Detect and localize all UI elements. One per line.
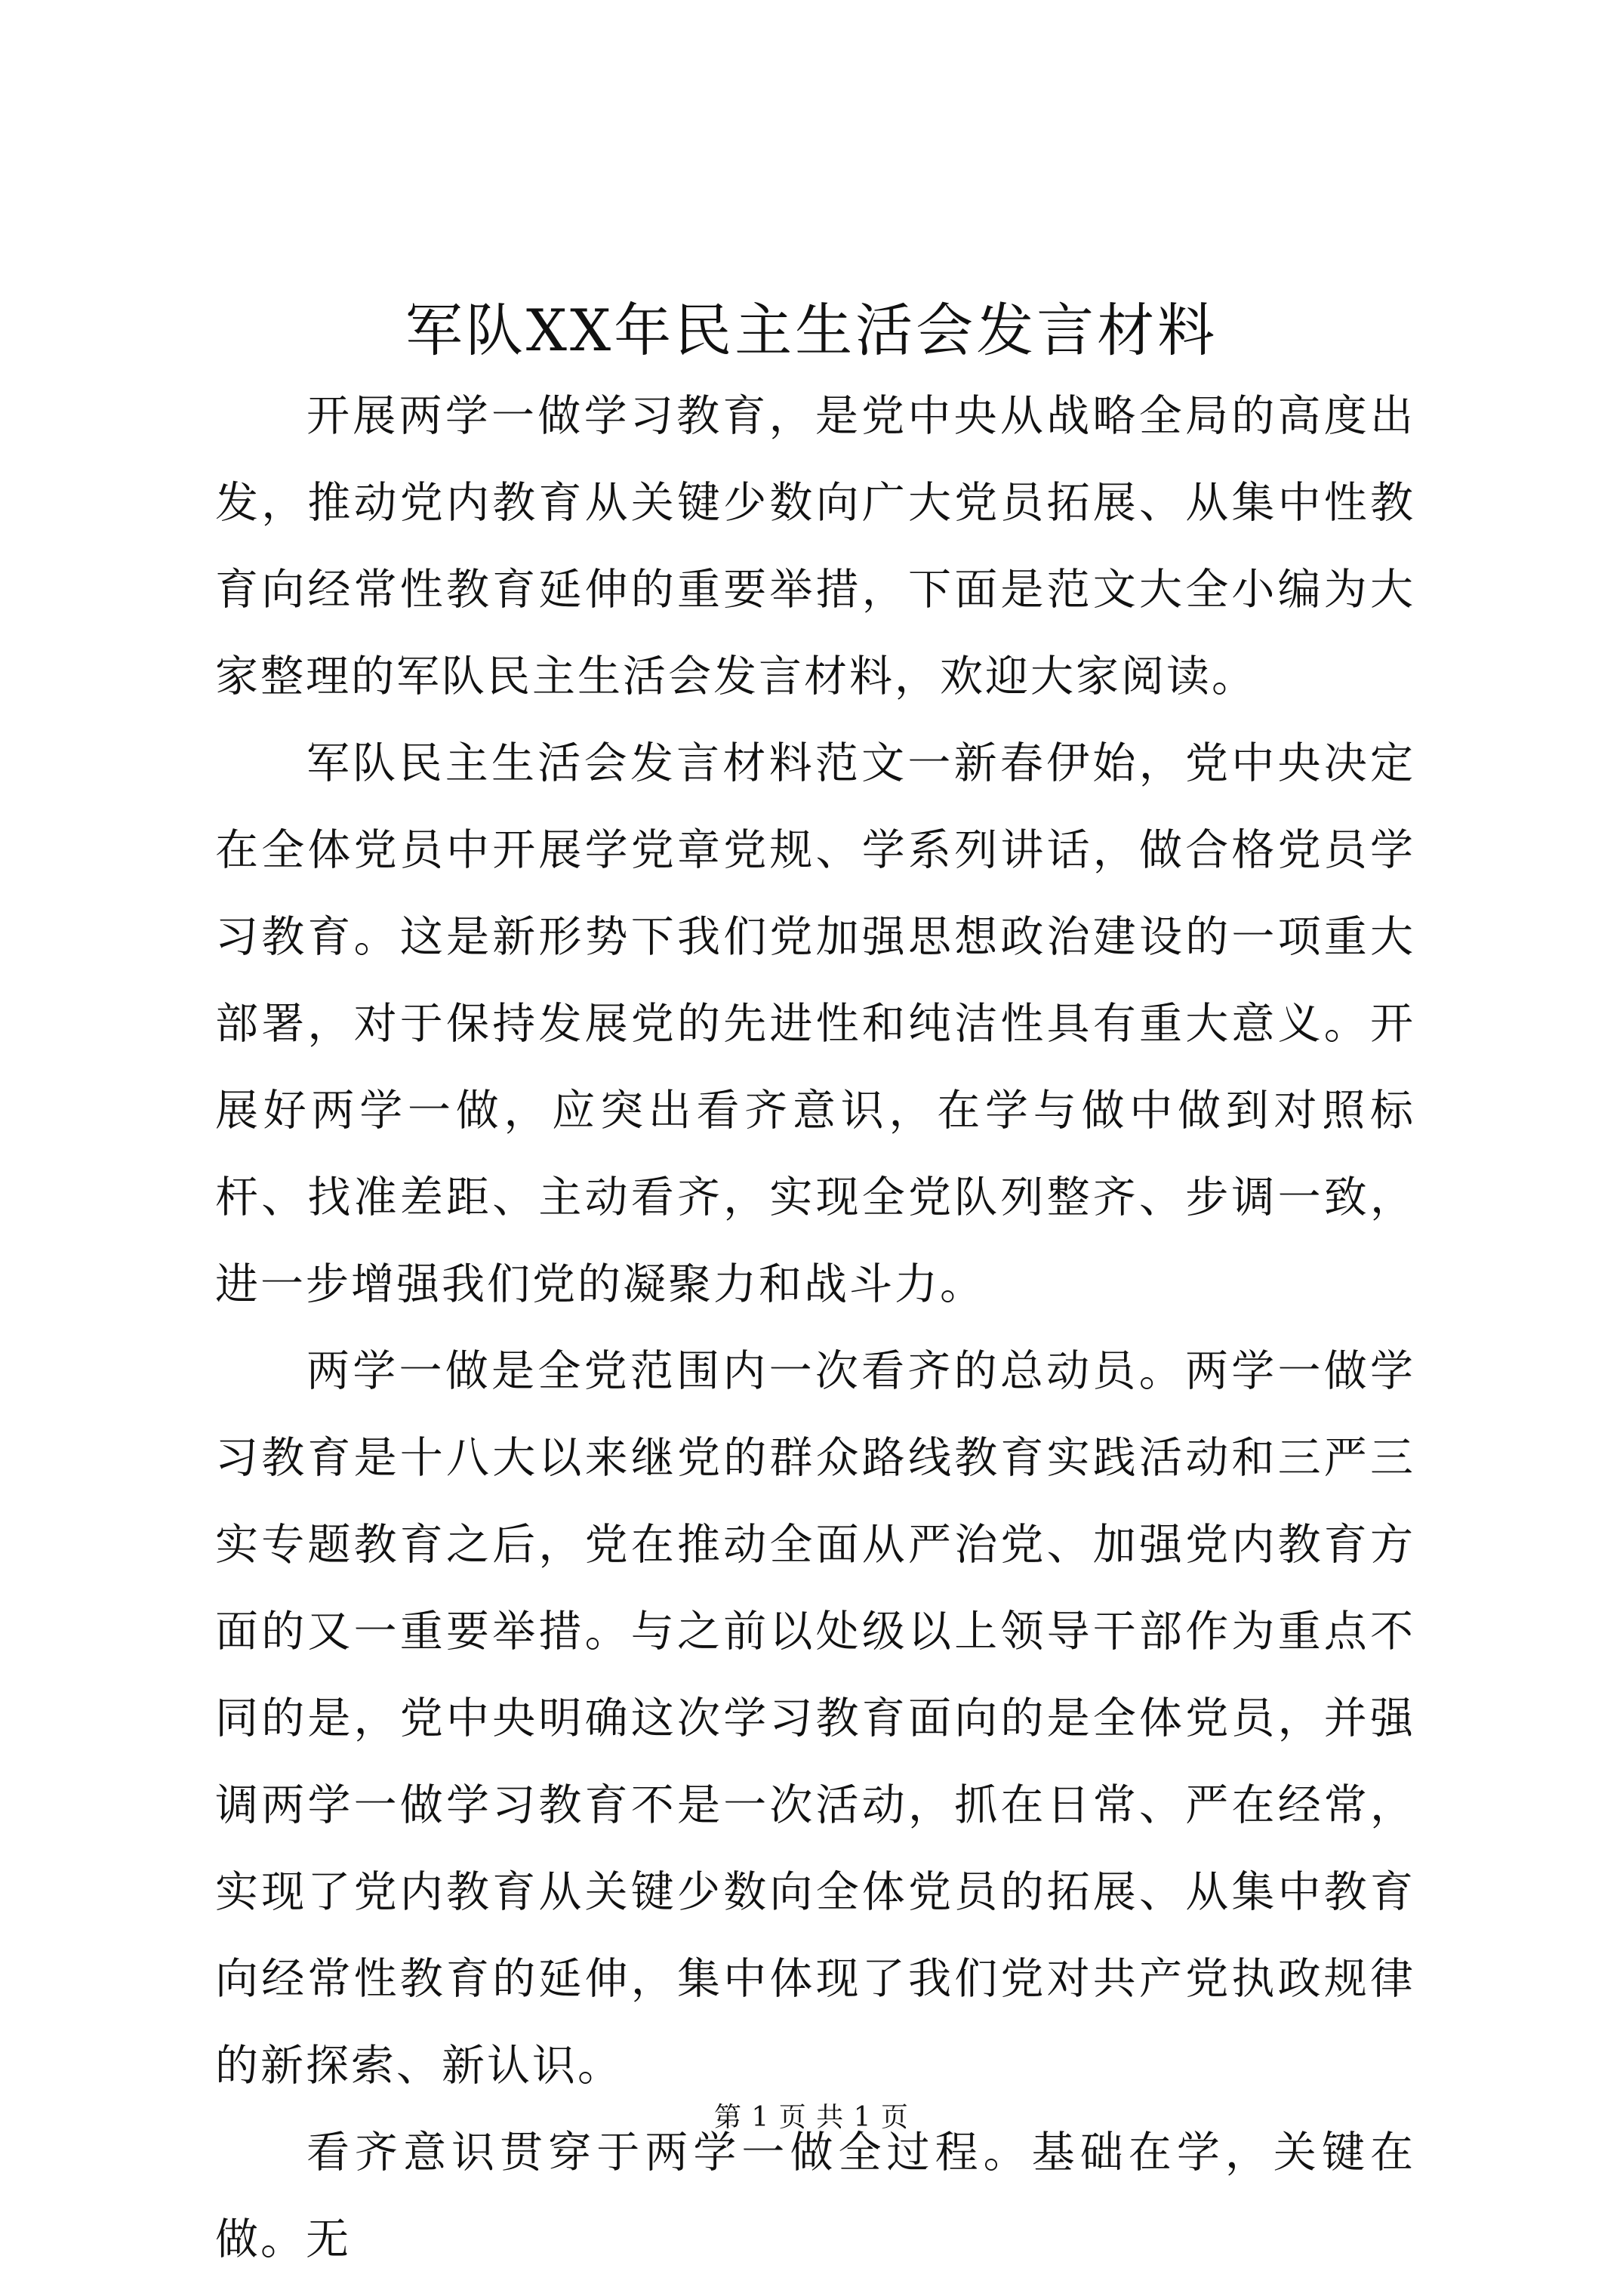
paragraph-1: 开展两学一做学习教育，是党中央从战略全局的高度出发，推动党内教育从关键少数向广大党员拓展、从集中性教育向经常性教育延伸的重要举措，下面是范文大全小编为大家整理的军队民主生活会发言材料，欢迎大家阅读。 [215, 391, 1415, 701]
document-body [215, 373, 1415, 2283]
paragraph-2: 军队民主生活会发言材料范文一新春伊始，党中央决定在全体党员中开展学党章党规、学系列讲话，做合格党员学习教育。这是新形势下我们党加强思想政治建设的一项重大部署，对于保持发展党的先进性和纯洁性具有重大意义。开展好两学一做，应突出看齐意识，在学与做中做到对照标杆、找准差距、主动看齐，实现全党队列整齐、步调一致，进一步增强我们党的凝聚力和战斗力。 [215, 738, 1415, 1309]
document-title: 军队XX年民主生活会发言材料 [405, 297, 1218, 364]
page-footer: 第 1 页 共 1 页 [713, 2102, 910, 2133]
paragraph-3: 两学一做是全党范围内一次看齐的总动员。两学一做学习教育是十八大以来继党的群众路线教育实践活动和三严三实专题教育之后，党在推动全面从严治党、加强党内教育方面的又一重要举措。与之前以处级以上领导干部作为重点不同的是，党中央明确这次学习教育面向的是全体党员，并强调两学一做学习教育不是一次活动，抓在日常、严在经常，实现了党内教育从关键少数向全体党员的拓展、从集中教育向经常性教育的延伸，集中体现了我们党对共产党执政规律的新探索、新认识。 [215, 1346, 1415, 2091]
paragraph-4: 看齐意识贯穿于两学一做全过程。基础在学，关键在做。无 [215, 2128, 1415, 2264]
